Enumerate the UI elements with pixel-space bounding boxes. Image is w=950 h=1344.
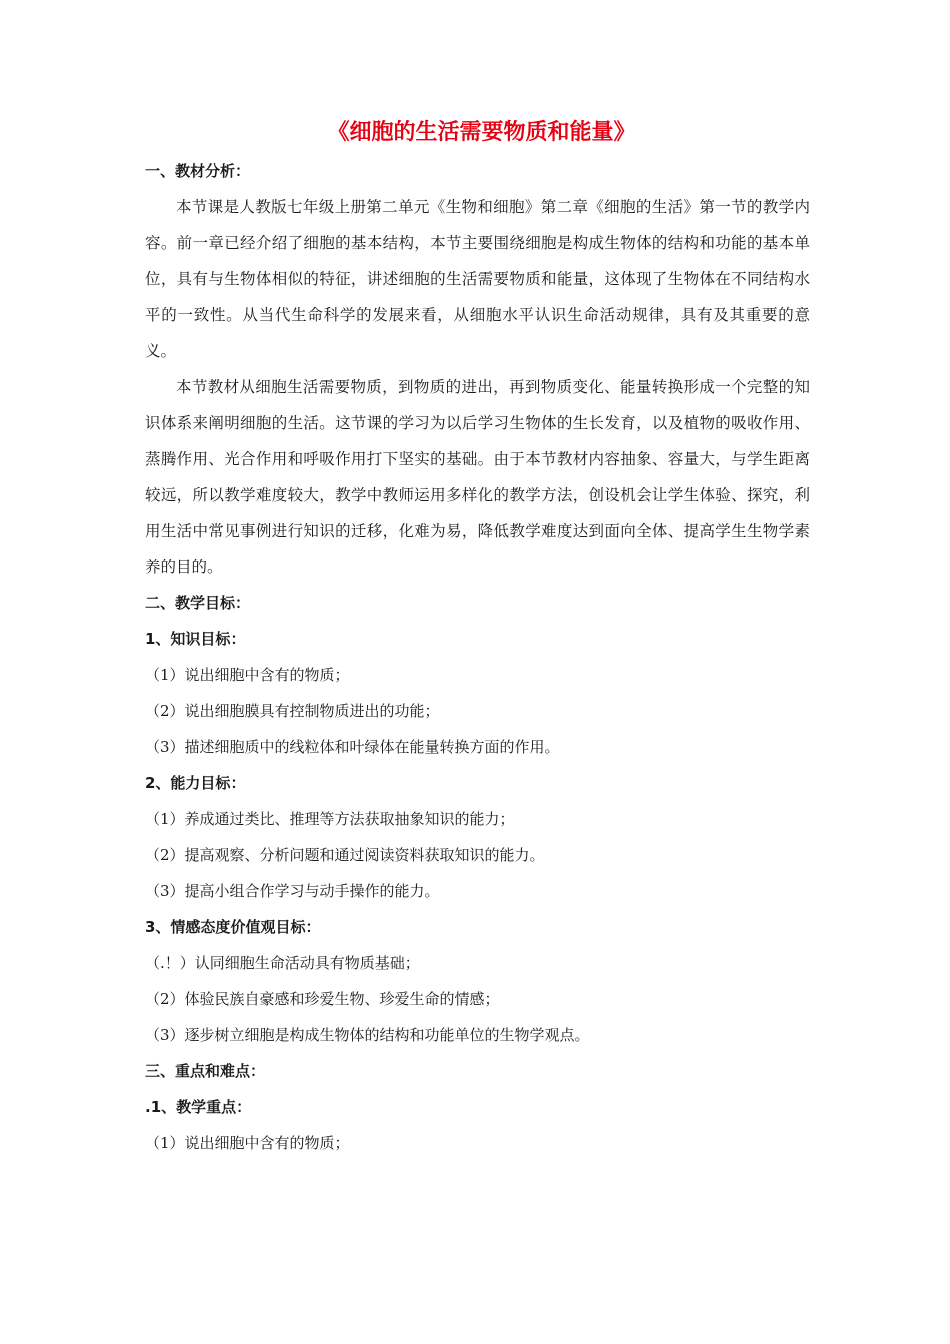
- ability-goal-item: （2）提高观察、分析问题和通过阅读资料获取知识的能力。: [145, 846, 545, 864]
- knowledge-goal-item: （1）说出细胞中含有的物质；: [145, 666, 350, 684]
- ability-goal-item: （3）提高小组合作学习与动手操作的能力。: [145, 882, 440, 900]
- subheading-knowledge-goals: 1、知识目标：: [145, 630, 246, 648]
- subheading-teaching-focus: .1、教学重点：: [145, 1098, 252, 1116]
- document-title: 《细胞的生活需要物质和能量》: [327, 120, 636, 145]
- emotion-goal-item: （2）体验民族自豪感和珍爱生物、珍爱生命的情感；: [145, 990, 500, 1008]
- document-page: [145, 118, 810, 1161]
- teaching-focus-item: （1）说出细胞中含有的物质；: [145, 1134, 350, 1152]
- knowledge-goal-item: （3）描述细胞质中的线粒体和叶绿体在能量转换方面的作用。: [145, 738, 560, 756]
- subheading-ability-goals: 2、能力目标：: [145, 774, 246, 792]
- emotion-goal-item: （.！）认同细胞生命活动具有物质基础；: [145, 954, 420, 972]
- ability-goal-item: （1）养成通过类比、推理等方法获取抽象知识的能力；: [145, 810, 515, 828]
- section-heading-key-points: 三、重点和难点：: [145, 1062, 266, 1080]
- subheading-emotion-goals: 3、情感态度价值观目标：: [145, 918, 321, 936]
- analysis-paragraph-1: 本节课是人教版七年级上册第二单元《生物和细胞》第二章《细胞的生活》第一节的教学内容。前一章已经介绍了细胞的基本结构，本节主要围绕细胞是构成生物体的结构和功能的基本单位，具有与生物体相似的特征，讲述细胞的生活需要物质和能量，这体现了生物体在不同结构水平的一致性。从当代生命科学的发展来看，从细胞水平认识生命活动规律，具有及其重要的意义。: [145, 198, 810, 360]
- section-heading-analysis: 一、教材分析：: [145, 162, 251, 180]
- analysis-paragraph-2: 本节教材从细胞生活需要物质，到物质的进出，再到物质变化、能量转换形成一个完整的知识体系来阐明细胞的生活。这节课的学习为以后学习生物体的生长发育，以及植物的吸收作用、蒸腾作用、光合作用和呼吸作用打下坚实的基础。由于本节教材内容抽象、容量大，与学生距离较远，所以教学难度较大，教学中教师运用多样化的教学方法，创设机会让学生体验、探究，利用生活中常见事例进行知识的迁移，化难为易，降低教学难度达到面向全体、提高学生生物学素养的目的。: [145, 378, 810, 576]
- knowledge-goal-item: （2）说出细胞膜具有控制物质进出的功能；: [145, 702, 440, 720]
- emotion-goal-item: （3）逐步树立细胞是构成生物体的结构和功能单位的生物学观点。: [145, 1026, 590, 1044]
- section-heading-goals: 二、教学目标：: [145, 594, 251, 612]
